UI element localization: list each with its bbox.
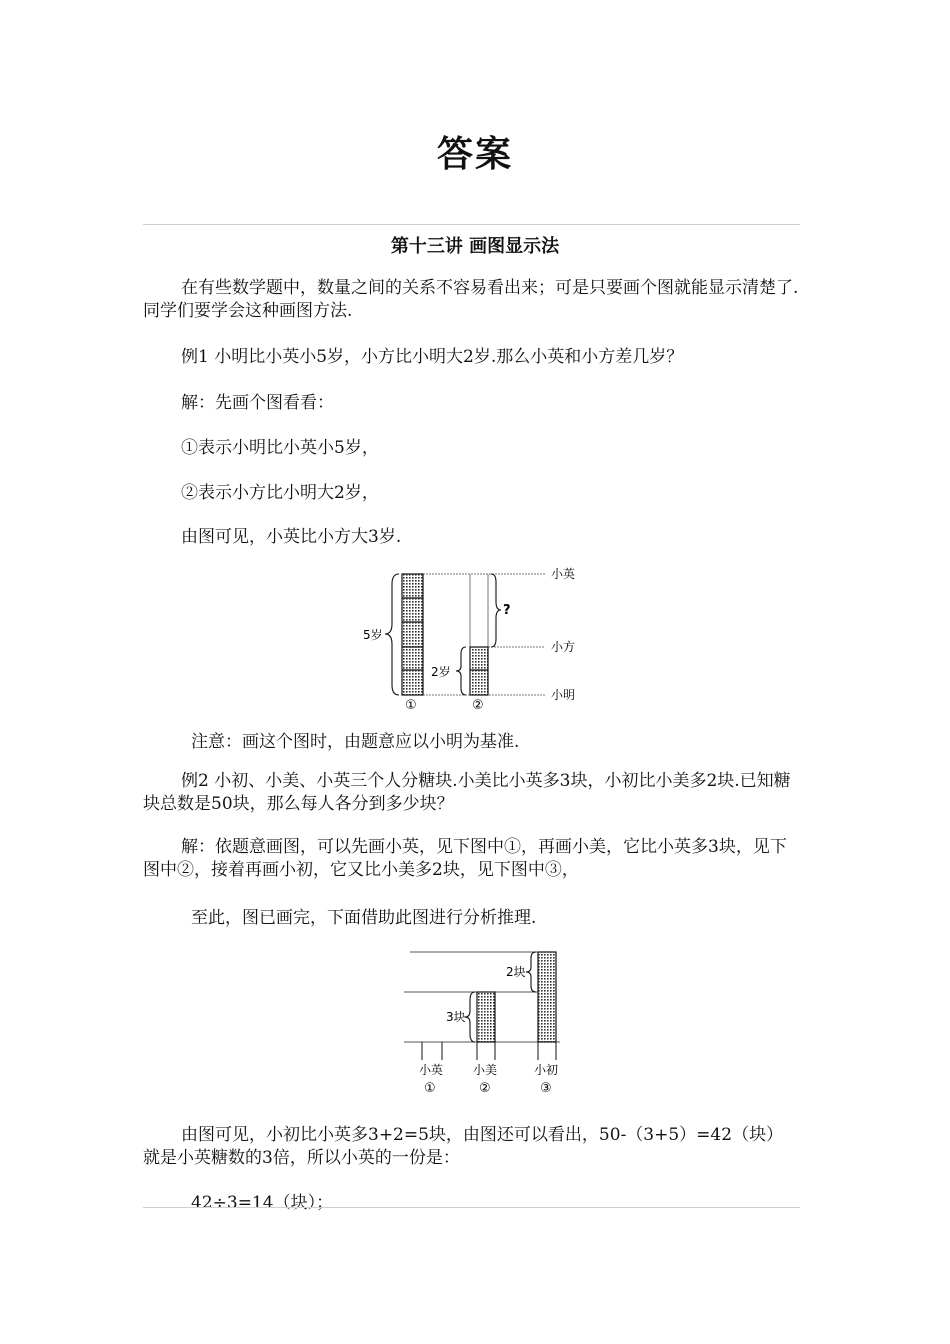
label-xiaochu: 小初 xyxy=(534,1063,559,1077)
bar-xiaomei xyxy=(477,992,495,1042)
example1-conclusion: 由图可见，小英比小方大3岁. xyxy=(181,527,402,547)
label-xiaoying: 小英 xyxy=(551,567,576,581)
label-five-years: 5岁 xyxy=(363,628,383,642)
example1-note: 注意：画这个图时，由题意应以小明为基准. xyxy=(191,732,520,752)
example1-question: 例1 小明比小英小5岁，小方比小明大2岁.那么小英和小方差几岁？ xyxy=(181,347,684,367)
label-question: ? xyxy=(503,603,511,618)
lecture-title: 第十三讲 画图显示法 xyxy=(390,236,560,257)
example1-line1: ①表示小明比小英小5岁， xyxy=(181,438,379,458)
circle-label-1: ① xyxy=(405,698,417,712)
page-title: 答案 xyxy=(436,133,513,175)
example2-calc: 42÷3=14（块）； xyxy=(191,1193,334,1213)
bar-xiaochu xyxy=(538,952,556,1042)
label-two-pieces: 2块 xyxy=(506,965,526,979)
circle-label-3b: ③ xyxy=(540,1081,552,1096)
example2-question: 例2 小初、小美、小英三个人分糖块.小美比小英多3块，小初比小美多2块.已知糖块总数是50块，那么每人各分到多少块？ xyxy=(143,771,791,814)
example1-solution-intro: 解：先画个图看看： xyxy=(181,393,334,413)
divider-bottom xyxy=(143,1207,800,1208)
diagram-example2 xyxy=(400,948,575,1098)
example1-line2: ②表示小方比小明大2岁， xyxy=(181,483,379,503)
label-xiaomei: 小美 xyxy=(473,1063,498,1077)
divider-top xyxy=(143,224,800,225)
label-three-pieces: 3块 xyxy=(446,1010,466,1024)
label-xiaofang: 小方 xyxy=(551,640,576,654)
example2-transition: 至此，图已画完，下面借助此图进行分析推理. xyxy=(191,908,537,928)
bar-xiaofang xyxy=(470,647,488,695)
label-xiaoying-2: 小英 xyxy=(419,1063,444,1077)
intro-paragraph: 在有些数学题中，数量之间的关系不容易看出来；可是只要画个图就能显示清楚了.同学们要学会这种画图方法. xyxy=(143,278,799,321)
bar-xiaoying xyxy=(402,574,423,695)
diagram-example1 xyxy=(355,562,595,712)
circle-label-2b: ② xyxy=(479,1081,491,1096)
circle-label-1b: ① xyxy=(424,1081,436,1096)
label-xiaoming: 小明 xyxy=(551,688,576,702)
example2-result: 由图可见，小初比小英多3+2=5块，由图还可以看出，50-（3+5）=42（块）就是小英糖数的3倍，所以小英的一份是： xyxy=(143,1125,784,1168)
circle-label-2: ② xyxy=(472,698,484,712)
label-two-years: 2岁 xyxy=(431,665,451,679)
example2-solution: 解：依题意画图，可以先画小英，见下图中①，再画小美，它比小英多3块，见下图中②，接着再画小初，它又比小美多2块，见下图中③， xyxy=(143,837,787,880)
